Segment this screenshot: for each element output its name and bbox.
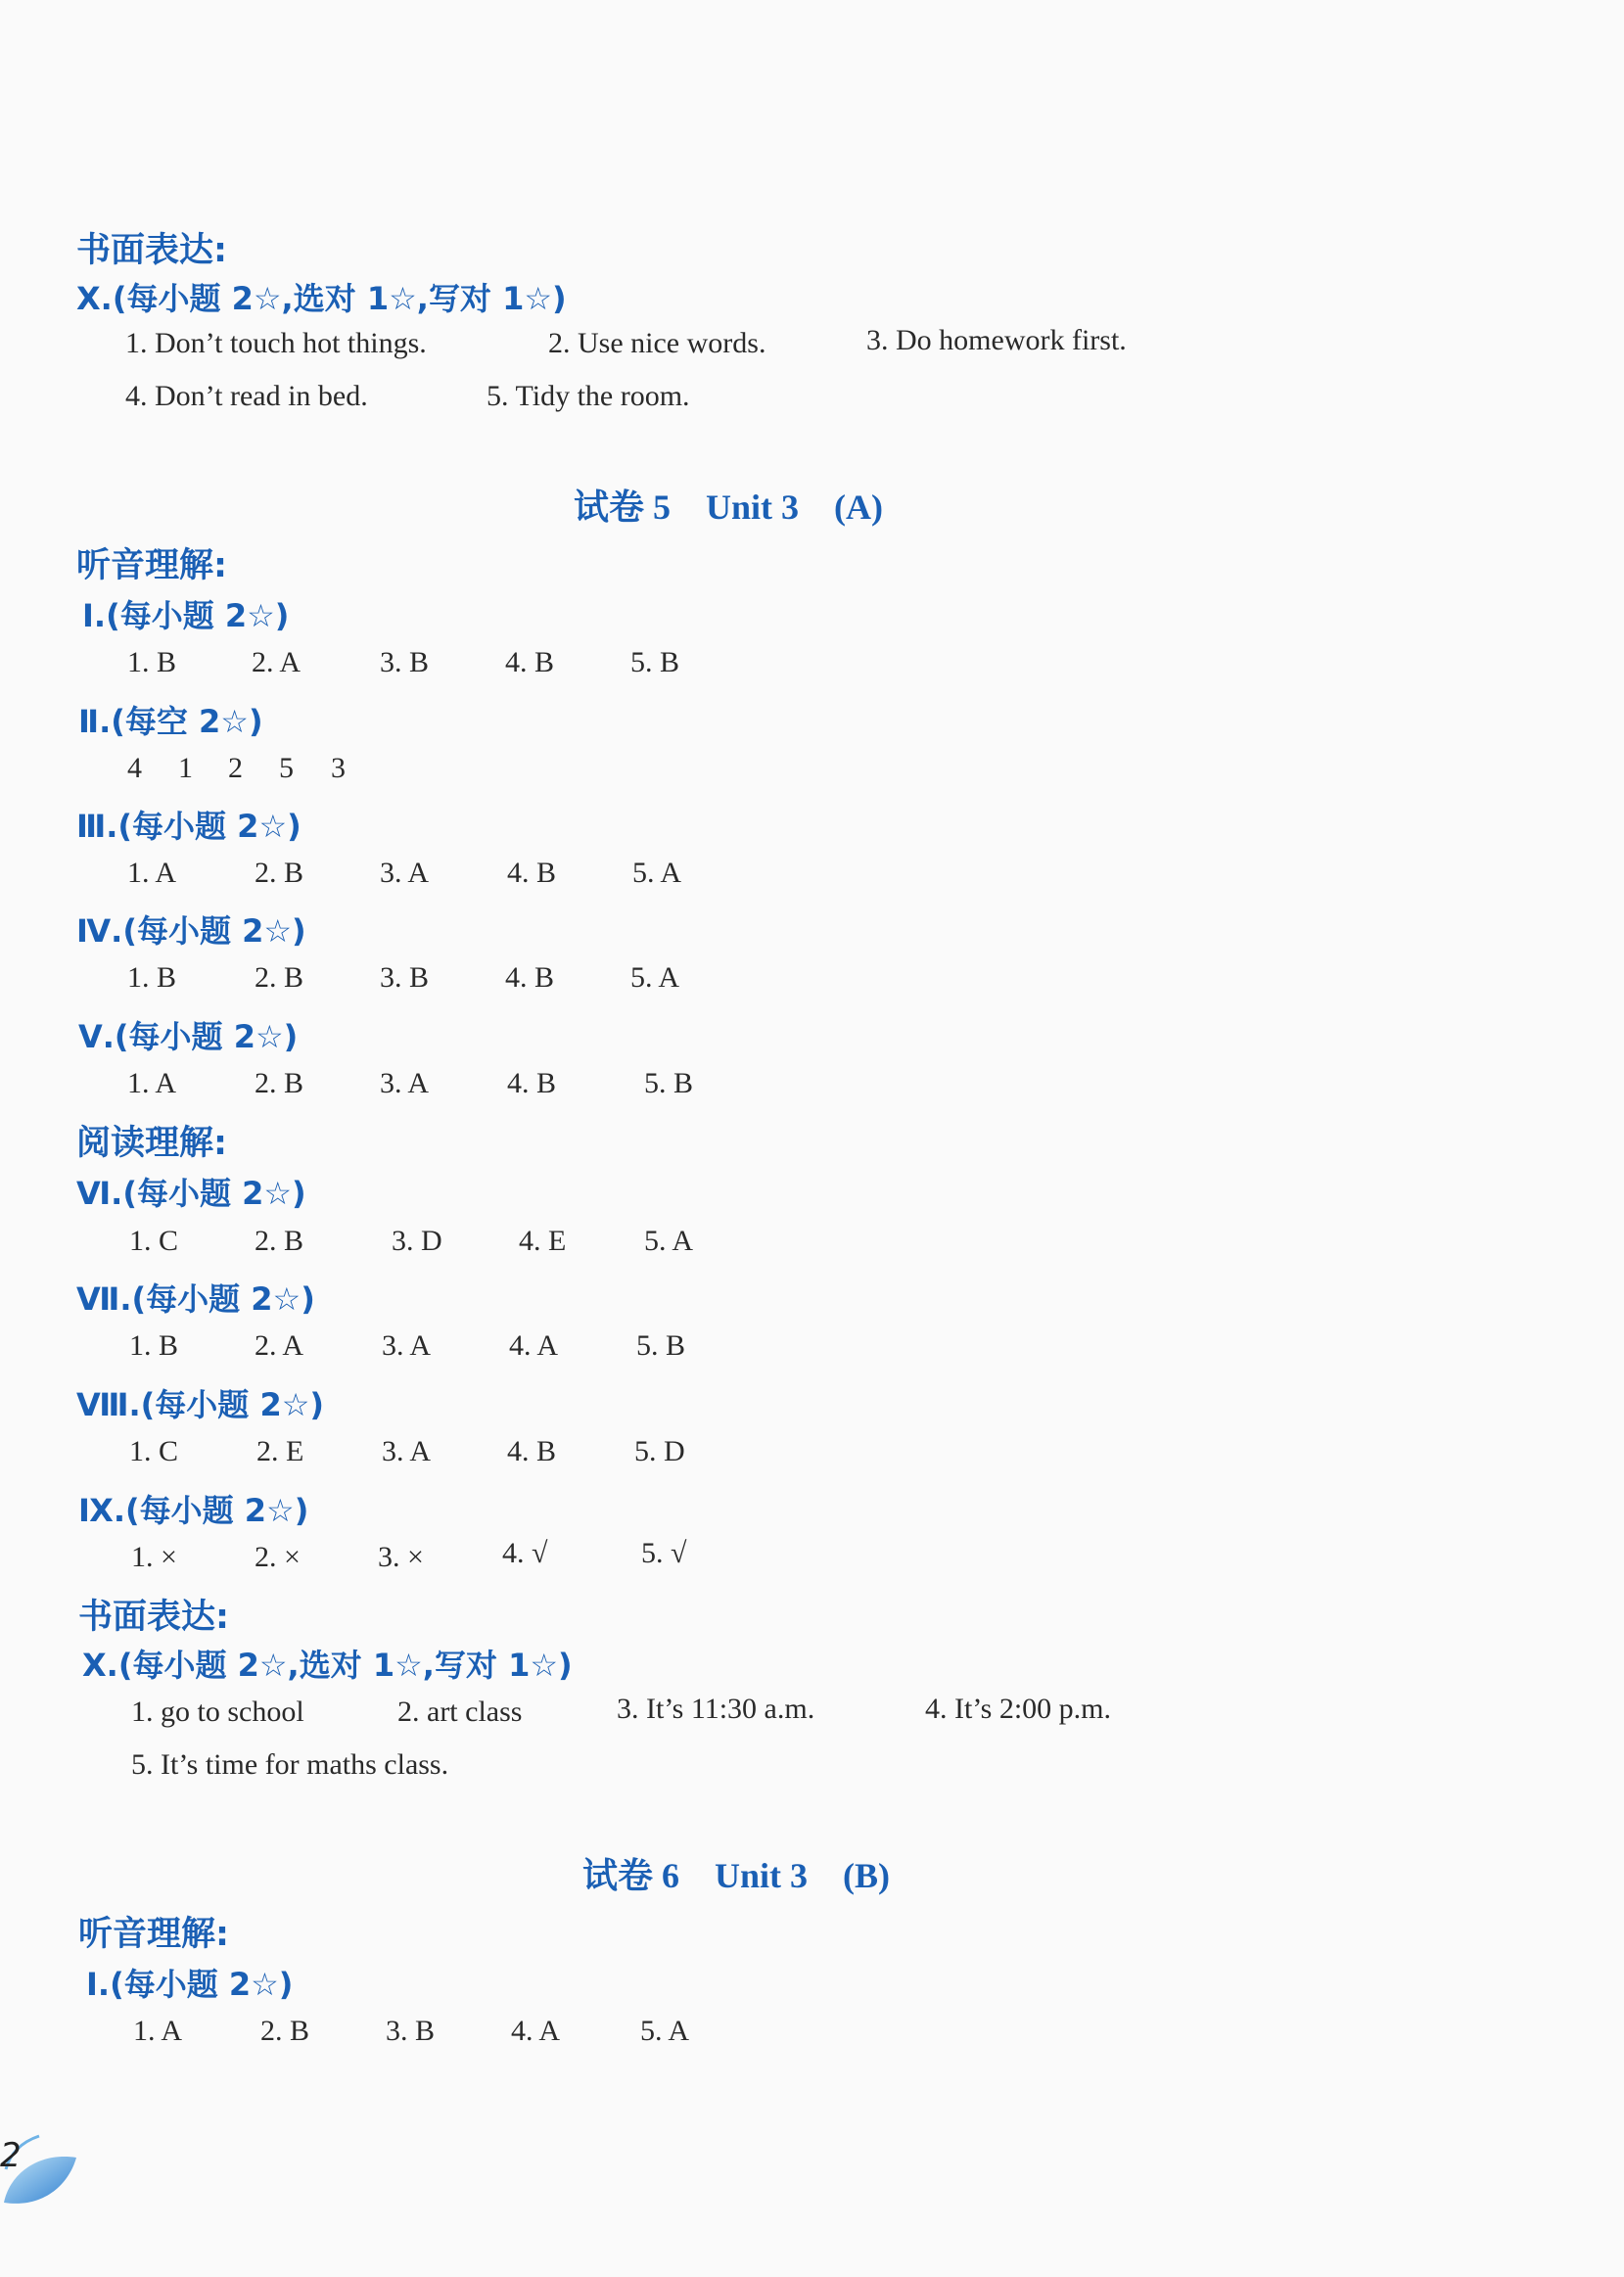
answer: 3. B [380, 646, 430, 678]
answer: 4. A [509, 1329, 559, 1362]
q6-label: Ⅵ.(每小题 2☆) [76, 1175, 306, 1212]
test5-title-unit: Unit 3 [706, 488, 800, 527]
answer: 3. A [382, 1329, 432, 1362]
q4-label: Ⅳ.(每小题 2☆) [76, 912, 306, 950]
answer: 4. B [505, 961, 555, 994]
answer: 4. B [507, 1067, 557, 1099]
answer: 2. Use nice words. [548, 327, 766, 359]
answer: 1. A [127, 1067, 177, 1099]
answer: 4. B [505, 646, 555, 678]
page-number: 2 [0, 2136, 22, 2175]
answer: 5. D [634, 1435, 685, 1467]
answer: 2. E [256, 1435, 304, 1467]
answer: 2. B [255, 1067, 304, 1099]
answer: 5 [279, 752, 294, 784]
answer: 2. B [255, 961, 304, 994]
q1-label: Ⅰ.(每小题 2☆) [86, 1966, 294, 2003]
answer: 5. B [630, 646, 680, 678]
page-number-badge [0, 2124, 80, 2214]
answer: 2. B [255, 857, 304, 889]
answer: 2. B [260, 2015, 310, 2047]
answer: 1. A [133, 2015, 183, 2047]
answer: 3. A [380, 857, 430, 889]
answer: 1. B [127, 961, 177, 994]
answer: 3. B [386, 2015, 436, 2047]
listening-heading: 听音理解: [78, 1915, 229, 1954]
answer: 5. Tidy the room. [487, 380, 690, 412]
answer: 4. Don’t read in bed. [125, 380, 368, 412]
answer: 4 [127, 752, 142, 784]
answer: 3. A [382, 1435, 432, 1467]
q1-label: Ⅰ.(每小题 2☆) [82, 597, 290, 634]
answer: 3. Do homework first. [866, 324, 1127, 356]
answer: 1. B [127, 646, 177, 678]
answer: 3 [331, 752, 346, 784]
writing-heading: 书面表达: [78, 1598, 229, 1637]
answer: 2. A [252, 646, 302, 678]
answer: 4. √ [502, 1537, 548, 1569]
answer: 3. × [378, 1541, 424, 1573]
answer: 1. A [127, 857, 177, 889]
answer: 2 [228, 752, 243, 784]
answer: 4. E [519, 1225, 567, 1257]
answer: 5. A [630, 961, 680, 994]
test5-title [574, 480, 883, 530]
answer: 2. B [255, 1225, 304, 1257]
q2-label: Ⅱ.(每空 2☆) [78, 703, 263, 740]
answer: 5. It’s time for maths class. [131, 1748, 449, 1781]
test6-title-unit: Unit 3 [715, 1856, 809, 1895]
test5-title-label: 试卷 5 [574, 488, 672, 527]
q10-label: X.(每小题 2☆,选对 1☆,写对 1☆) [82, 1647, 573, 1684]
answer: 3. D [392, 1225, 442, 1257]
answer: 4. B [507, 857, 557, 889]
answer: 5. A [640, 2015, 690, 2047]
answer: 3. It’s 11:30 a.m. [617, 1693, 815, 1725]
q10-label: X.(每小题 2☆,选对 1☆,写对 1☆) [76, 280, 567, 317]
answer: 4. A [511, 2015, 561, 2047]
answer: 5. B [644, 1067, 694, 1099]
answer: 4. It’s 2:00 p.m. [925, 1693, 1112, 1725]
answer: 5. A [644, 1225, 694, 1257]
answer: 1. C [129, 1225, 179, 1257]
reading-heading: 阅读理解: [76, 1124, 227, 1163]
answer: 2. A [255, 1329, 304, 1362]
test6-title-version: (B) [843, 1856, 891, 1895]
answer: 2. × [255, 1541, 301, 1573]
test5-title-version: (A) [834, 488, 884, 527]
answer: 2. art class [397, 1696, 523, 1728]
q7-label: Ⅶ.(每小题 2☆) [76, 1280, 315, 1318]
answer: 1. B [129, 1329, 179, 1362]
answer: 1. Don’t touch hot things. [125, 327, 427, 359]
answer: 5. A [632, 857, 682, 889]
writing-heading: 书面表达: [76, 231, 227, 270]
test6-title [582, 1848, 890, 1898]
q3-label: Ⅲ.(每小题 2☆) [76, 808, 302, 845]
answer: 1. C [129, 1435, 179, 1467]
q9-label: Ⅸ.(每小题 2☆) [78, 1492, 309, 1529]
answer: 1. go to school [131, 1696, 304, 1728]
answer: 4. B [507, 1435, 557, 1467]
answer: 3. A [380, 1067, 430, 1099]
answer: 1 [178, 752, 193, 784]
q8-label: Ⅷ.(每小题 2☆) [76, 1386, 325, 1423]
q5-label: Ⅴ.(每小题 2☆) [78, 1018, 299, 1055]
answer: 5. B [636, 1329, 686, 1362]
answer: 3. B [380, 961, 430, 994]
answer: 5. √ [641, 1537, 687, 1569]
test6-title-label: 试卷 6 [582, 1856, 680, 1895]
answer: 1. × [131, 1541, 177, 1573]
listening-heading: 听音理解: [76, 546, 227, 585]
